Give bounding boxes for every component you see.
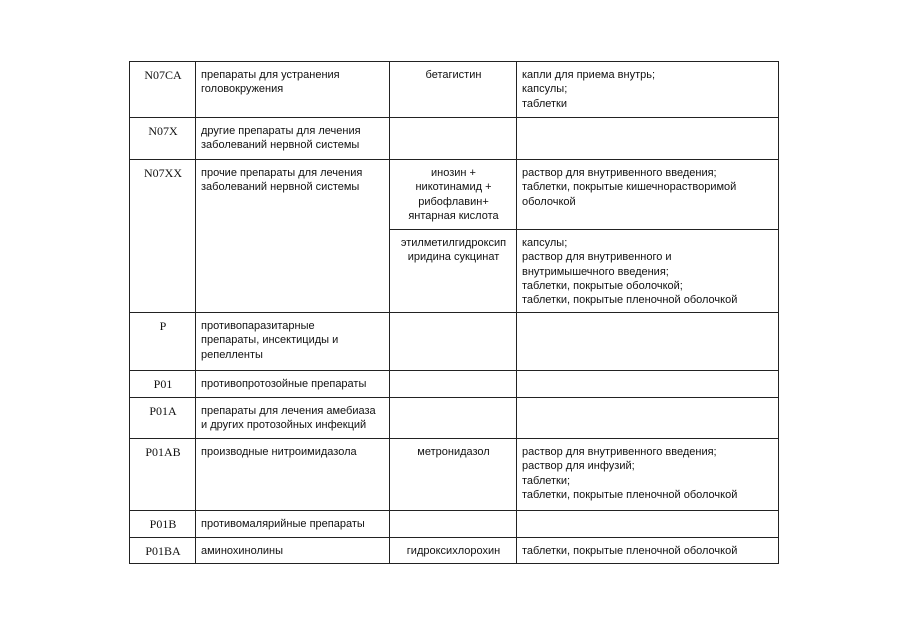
table-row bbox=[130, 511, 779, 538]
atc-code: P01AB bbox=[145, 445, 181, 459]
dosage-form-line: капсулы; bbox=[522, 237, 568, 249]
table-row bbox=[130, 371, 779, 398]
table-row bbox=[130, 118, 779, 160]
atc-code: P01BA bbox=[145, 544, 181, 558]
dosage-forms-cell bbox=[517, 230, 779, 313]
dosage-forms-cell bbox=[517, 371, 779, 398]
table-row bbox=[130, 398, 779, 439]
dosage-form-line: таблетки, покрытые пленочной оболочкой bbox=[522, 294, 738, 307]
group-name-cell bbox=[196, 439, 390, 511]
drug-name-line: янтарная кислота bbox=[408, 209, 499, 222]
drug-name-cell bbox=[390, 371, 517, 398]
dosage-form-line: таблетки, покрытые пленочной оболочкой bbox=[522, 488, 738, 501]
atc-code-cell bbox=[130, 160, 196, 313]
drug-name-line: гидроксихлорохин bbox=[406, 545, 501, 557]
group-name-cell bbox=[196, 160, 390, 313]
group-name-cell bbox=[196, 371, 390, 398]
drug-name-line: метронидазол bbox=[417, 446, 490, 458]
group-name-line: и других протозойных инфекций bbox=[201, 419, 367, 432]
dosage-form-line: капли для приема внутрь; bbox=[522, 69, 656, 81]
dosage-form-line: оболочкой bbox=[522, 195, 576, 208]
dosage-forms-cell bbox=[517, 62, 779, 118]
dosage-form-line: раствор для внутривенного введения; bbox=[522, 167, 717, 179]
dosage-form-line: капсулы; bbox=[522, 83, 568, 96]
drug-name-cell bbox=[390, 160, 517, 230]
group-name-line: другие препараты для лечения bbox=[201, 125, 361, 137]
drug-name-cell bbox=[390, 62, 517, 118]
drug-name-line: бетагистин bbox=[425, 69, 482, 81]
atc-code: N07XX bbox=[144, 166, 182, 180]
dosage-form-line: раствор для внутривенного введения; bbox=[522, 446, 717, 458]
atc-code-cell bbox=[130, 398, 196, 439]
drug-name-line: никотинамид + bbox=[415, 181, 492, 194]
drug-name-cell bbox=[390, 398, 517, 439]
dosage-forms-cell bbox=[517, 118, 779, 160]
drug-name-line: рибофлавин+ bbox=[418, 195, 489, 208]
group-name-line: заболеваний нервной системы bbox=[201, 181, 360, 194]
atc-code-cell bbox=[130, 439, 196, 511]
table-row bbox=[130, 313, 779, 371]
group-name-cell bbox=[196, 118, 390, 160]
atc-code: P01 bbox=[153, 377, 173, 391]
dosage-forms-cell bbox=[517, 398, 779, 439]
group-name-line: производные нитроимидазола bbox=[201, 446, 357, 458]
atc-code-cell bbox=[130, 118, 196, 160]
atc-code: P01B bbox=[149, 517, 177, 531]
dosage-forms-cell bbox=[517, 313, 779, 371]
dosage-form-line: таблетки, покрытые оболочкой; bbox=[522, 279, 683, 292]
atc-code: N07X bbox=[148, 124, 178, 138]
group-name-line: противопаразитарные bbox=[201, 320, 315, 332]
atc-code-cell bbox=[130, 511, 196, 538]
group-name-line: аминохинолины bbox=[201, 545, 284, 557]
table-row bbox=[130, 439, 779, 511]
drug-name-line: инозин + bbox=[431, 167, 476, 179]
atc-code-cell bbox=[130, 371, 196, 398]
dosage-forms-cell bbox=[517, 160, 779, 230]
dosage-forms-cell bbox=[517, 538, 779, 564]
drug-name-cell bbox=[390, 118, 517, 160]
dosage-forms-cell bbox=[517, 511, 779, 538]
group-name-cell bbox=[196, 538, 390, 564]
group-name-line: противопротозойные препараты bbox=[201, 378, 367, 390]
table-row bbox=[130, 160, 779, 230]
atc-code-cell bbox=[130, 313, 196, 371]
drug-name-cell bbox=[390, 511, 517, 538]
group-name-line: прочие препараты для лечения bbox=[201, 167, 363, 179]
atc-code: N07CA bbox=[144, 68, 182, 82]
dosage-form-line: раствор для внутривенного и bbox=[522, 251, 672, 264]
group-name-line: репелленты bbox=[201, 348, 263, 361]
dosage-form-line: таблетки, покрытые пленочной оболочкой bbox=[522, 545, 738, 557]
dosage-form-line: таблетки bbox=[522, 97, 568, 110]
group-name-cell bbox=[196, 313, 390, 371]
group-name-line: заболеваний нервной системы bbox=[201, 139, 360, 152]
drug-name-cell bbox=[390, 230, 517, 313]
atc-code: P bbox=[159, 319, 167, 333]
atc-drug-table bbox=[129, 61, 779, 564]
group-name-cell bbox=[196, 398, 390, 439]
group-name-line: препараты, инсектициды и bbox=[201, 334, 339, 347]
dosage-forms-cell bbox=[517, 439, 779, 511]
atc-code-cell bbox=[130, 538, 196, 564]
drug-name-cell bbox=[390, 313, 517, 371]
group-name-line: препараты для устранения bbox=[201, 69, 340, 81]
atc-code: P01A bbox=[149, 404, 177, 418]
atc-code-cell bbox=[130, 62, 196, 118]
dosage-form-line: внутримышечного введения; bbox=[522, 265, 669, 278]
table-row bbox=[130, 62, 779, 118]
dosage-form-line: раствор для инфузий; bbox=[522, 460, 635, 473]
dosage-form-line: таблетки, покрытые кишечнорастворимой bbox=[522, 181, 737, 194]
group-name-line: препараты для лечения амебиаза bbox=[201, 405, 376, 417]
drug-name-line: иридина сукцинат bbox=[407, 251, 500, 264]
group-name-cell bbox=[196, 62, 390, 118]
group-name-line: противомалярийные препараты bbox=[201, 518, 365, 530]
drug-name-line: этилметилгидроксип bbox=[400, 237, 507, 249]
group-name-cell bbox=[196, 511, 390, 538]
drug-name-cell bbox=[390, 538, 517, 564]
drug-name-cell bbox=[390, 439, 517, 511]
dosage-form-line: таблетки; bbox=[522, 474, 571, 487]
group-name-line: головокружения bbox=[201, 83, 284, 96]
table-row bbox=[130, 538, 779, 564]
